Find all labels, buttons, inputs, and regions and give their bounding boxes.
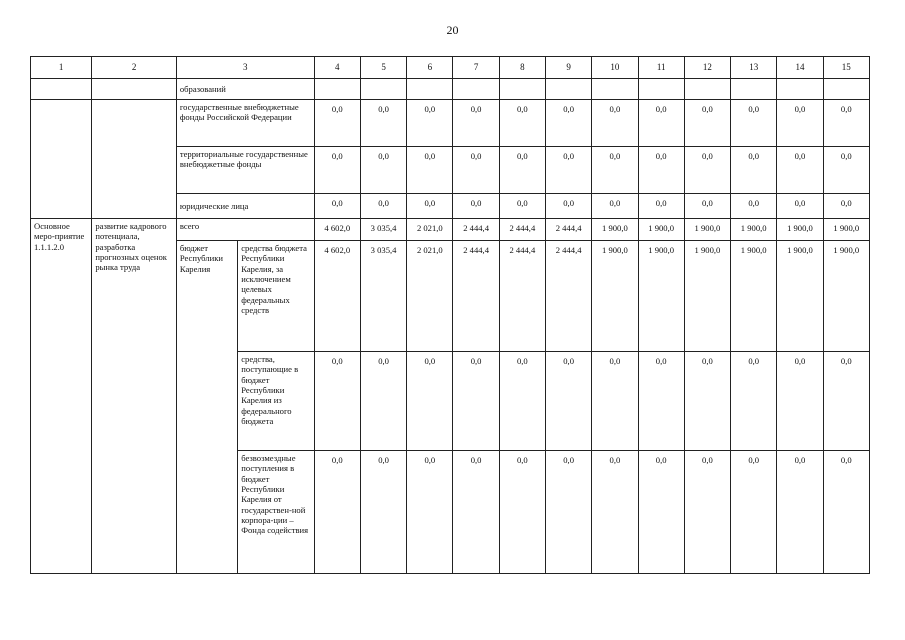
value-cell: 0,0 xyxy=(407,451,453,574)
value-cell: 0,0 xyxy=(546,194,592,219)
budget-table xyxy=(30,56,870,574)
value-cell: 0,0 xyxy=(731,352,777,451)
header-row xyxy=(31,57,870,79)
value-cell: 0,0 xyxy=(499,451,545,574)
value-cell: 0,0 xyxy=(684,147,730,194)
value-cell: 0,0 xyxy=(360,451,406,574)
header-cell: 4 xyxy=(314,57,360,79)
value-cell: 0,0 xyxy=(592,100,638,147)
header-cell: 2 xyxy=(92,57,177,79)
value-cell: 0,0 xyxy=(407,194,453,219)
value-cell: 0,0 xyxy=(360,352,406,451)
budget-label: бюджет Республики Карелия xyxy=(176,241,237,574)
value-cell: 1 900,0 xyxy=(823,241,869,352)
value-cell: 0,0 xyxy=(499,147,545,194)
value-cell: 0,0 xyxy=(823,352,869,451)
activity-description: развитие кадрового потенциала, разработка прогнозных оценок рынка труда xyxy=(92,219,177,574)
value-cell: 0,0 xyxy=(823,194,869,219)
value-cell: 1 900,0 xyxy=(684,241,730,352)
header-cell: 3 xyxy=(176,57,314,79)
value-cell: 0,0 xyxy=(731,451,777,574)
row-label: территориальные государственные внебюджетные фонды xyxy=(176,147,314,194)
value-cell: 2 444,4 xyxy=(499,219,545,241)
header-cell: 1 xyxy=(31,57,92,79)
row-label: образований xyxy=(176,79,314,100)
header-cell: 13 xyxy=(731,57,777,79)
value-cell: 3 035,4 xyxy=(360,219,406,241)
value-cell: 0,0 xyxy=(453,451,499,574)
value-cell: 0,0 xyxy=(638,451,684,574)
value-cell: 0,0 xyxy=(684,451,730,574)
value-cell: 0,0 xyxy=(314,352,360,451)
value-cell: 0,0 xyxy=(823,147,869,194)
row-label: средства бюджета Республики Карелия, за исключением целевых федеральных средств xyxy=(238,241,314,352)
value-cell: 0,0 xyxy=(453,147,499,194)
value-cell: 0,0 xyxy=(638,352,684,451)
table-row xyxy=(31,219,870,241)
value-cell: 0,0 xyxy=(638,147,684,194)
value-cell: 0,0 xyxy=(546,100,592,147)
header-cell: 7 xyxy=(453,57,499,79)
header-cell: 12 xyxy=(684,57,730,79)
value-cell: 0,0 xyxy=(360,194,406,219)
value-cell: 0,0 xyxy=(777,352,823,451)
value-cell: 0,0 xyxy=(499,100,545,147)
value-cell: 0,0 xyxy=(638,100,684,147)
value-cell: 0,0 xyxy=(731,100,777,147)
value-cell: 0,0 xyxy=(453,194,499,219)
value-cell: 1 900,0 xyxy=(777,241,823,352)
value-cell: 1 900,0 xyxy=(731,241,777,352)
value-cell: 0,0 xyxy=(360,147,406,194)
value-cell: 1 900,0 xyxy=(638,219,684,241)
value-cell: 0,0 xyxy=(592,352,638,451)
value-cell: 4 602,0 xyxy=(314,241,360,352)
value-cell: 0,0 xyxy=(592,194,638,219)
value-cell: 0,0 xyxy=(546,147,592,194)
row-label: безвозмездные поступления в бюджет Республики Карелия от государствен-ной корпора-ции – Фонда содействия xyxy=(238,451,314,574)
value-cell: 0,0 xyxy=(314,147,360,194)
value-cell: 1 900,0 xyxy=(592,241,638,352)
header-cell: 9 xyxy=(546,57,592,79)
empty-cell xyxy=(31,79,92,100)
value-cell: 2 444,4 xyxy=(499,241,545,352)
table-row xyxy=(31,100,870,147)
page-number: 20 xyxy=(446,23,459,37)
header-cell: 10 xyxy=(592,57,638,79)
table-row xyxy=(31,79,870,100)
value-cell: 2 444,4 xyxy=(546,241,592,352)
header-cell: 8 xyxy=(499,57,545,79)
header-cell: 15 xyxy=(823,57,869,79)
empty-cell xyxy=(31,100,92,219)
empty-cell xyxy=(92,100,177,219)
value-cell: 0,0 xyxy=(684,352,730,451)
empty-cell xyxy=(92,79,177,100)
value-cell: 0,0 xyxy=(731,194,777,219)
header-cell: 5 xyxy=(360,57,406,79)
value-cell: 0,0 xyxy=(407,147,453,194)
value-cell: 0,0 xyxy=(314,100,360,147)
value-cell: 0,0 xyxy=(777,451,823,574)
value-cell: 0,0 xyxy=(546,352,592,451)
value-cell: 0,0 xyxy=(684,100,730,147)
value-cell: 2 444,4 xyxy=(546,219,592,241)
value-cell: 0,0 xyxy=(638,194,684,219)
header-cell: 14 xyxy=(777,57,823,79)
header-cell: 11 xyxy=(638,57,684,79)
value-cell: 0,0 xyxy=(453,100,499,147)
value-cell: 0,0 xyxy=(823,100,869,147)
value-cell: 4 602,0 xyxy=(314,219,360,241)
row-label: средства, поступающие в бюджет Республики Карелия из федерального бюджета xyxy=(238,352,314,451)
value-cell: 0,0 xyxy=(731,147,777,194)
row-label: всего xyxy=(176,219,314,241)
value-cell: 1 900,0 xyxy=(684,219,730,241)
value-cell: 0,0 xyxy=(360,100,406,147)
value-cell: 0,0 xyxy=(592,147,638,194)
value-cell: 0,0 xyxy=(777,100,823,147)
value-cell: 0,0 xyxy=(453,352,499,451)
value-cell: 2 444,4 xyxy=(453,241,499,352)
value-cell: 0,0 xyxy=(499,352,545,451)
value-cell: 3 035,4 xyxy=(360,241,406,352)
value-cell: 1 900,0 xyxy=(638,241,684,352)
value-cell: 2 021,0 xyxy=(407,241,453,352)
row-label: государственные внебюджетные фонды Российской Федерации xyxy=(176,100,314,147)
value-cell: 0,0 xyxy=(823,451,869,574)
value-cell: 1 900,0 xyxy=(777,219,823,241)
activity-number: Основное меро-приятие 1.1.1.2.0 xyxy=(31,219,92,574)
row-label: юридические лица xyxy=(176,194,314,219)
value-cell: 0,0 xyxy=(777,147,823,194)
value-cell: 0,0 xyxy=(407,352,453,451)
value-cell: 1 900,0 xyxy=(823,219,869,241)
value-cell: 1 900,0 xyxy=(731,219,777,241)
value-cell: 0,0 xyxy=(592,451,638,574)
value-cell: 0,0 xyxy=(407,100,453,147)
header-cell: 6 xyxy=(407,57,453,79)
value-cell: 0,0 xyxy=(777,194,823,219)
value-cell: 0,0 xyxy=(546,451,592,574)
value-cell: 0,0 xyxy=(499,194,545,219)
value-cell: 1 900,0 xyxy=(592,219,638,241)
value-cell: 0,0 xyxy=(314,451,360,574)
value-cell: 2 444,4 xyxy=(453,219,499,241)
value-cell: 2 021,0 xyxy=(407,219,453,241)
value-cell: 0,0 xyxy=(314,194,360,219)
value-cell: 0,0 xyxy=(684,194,730,219)
